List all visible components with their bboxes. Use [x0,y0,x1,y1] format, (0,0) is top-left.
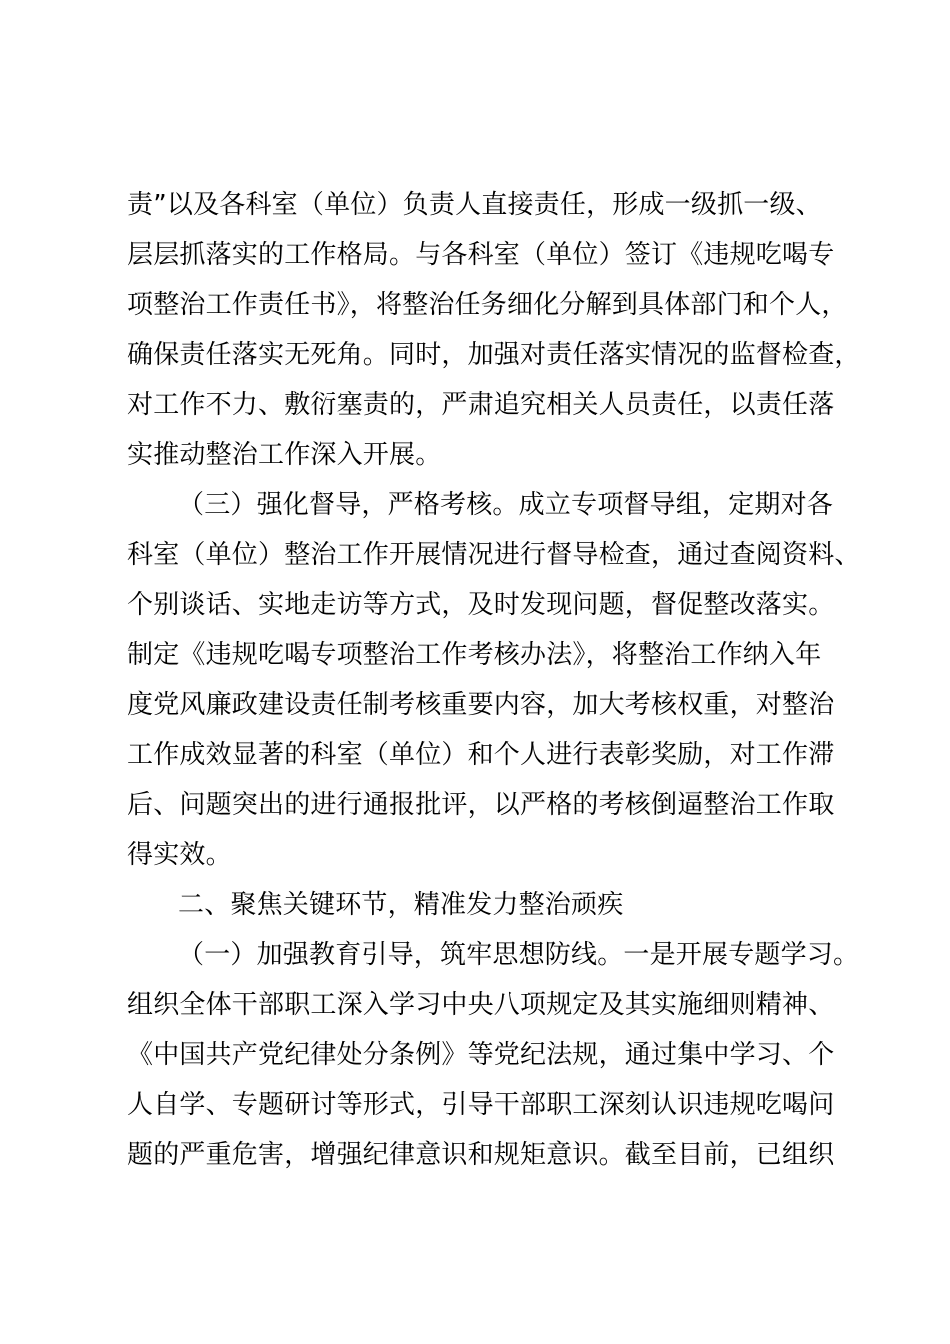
body-text-line: 项整治工作责任书》，将整治任务细化分解到具体部门和个人， [127,290,848,320]
body-text-line: 层层抓落实的工作格局。与各科室（单位）签订《违规吃喝专 [127,240,835,270]
body-text-line: 科室（单位）整治工作开展情况进行督导检查，通过查阅资料、 [127,540,861,570]
paragraph-start-line: （三）强化督导，严格考核。成立专项督导组，定期对各 [178,490,834,520]
body-text-line: 个别谈话、实地走访等方式，及时发现问题，督促整改落实。 [127,590,835,620]
body-text-line: 人自学、专题研讨等形式，引导干部职工深刻认识违规吃喝问 [127,1090,835,1120]
body-text-line: 得实效。 [127,840,232,870]
body-text-line: 确保责任落实无死角。同时，加强对责任落实情况的监督检查， [127,340,861,370]
body-text-line: 组织全体干部职工深入学习中央八项规定及其实施细则精神、 [127,990,835,1020]
body-text-line: 度党风廉政建设责任制考核重要内容，加大考核权重，对整治 [127,690,835,720]
body-text-line: 责”以及各科室（单位）负责人直接责任，形成一级抓一级、 [127,190,822,220]
section-heading: 二、聚焦关键环节，精准发力整治顽疾 [178,890,624,920]
body-text-line: 实推动整治工作深入开展。 [127,440,442,470]
body-text-line: 后、问题突出的进行通报批评，以严格的考核倒逼整治工作取 [127,790,835,820]
body-text-line: 工作成效显著的科室（单位）和个人进行表彰奖励，对工作滞 [127,740,835,770]
body-text-line: 题的严重危害，增强纪律意识和规矩意识。截至目前，已组织 [127,1140,835,1170]
body-text-line: 《中国共产党纪律处分条例》等党纪法规，通过集中学习、个 [127,1040,835,1070]
body-text-line: 制定《违规吃喝专项整治工作考核办法》，将整治工作纳入年 [127,640,822,670]
body-text-line: 对工作不力、敷衍塞责的，严肃追究相关人员责任，以责任落 [127,390,835,420]
paragraph-start-line: （一）加强教育引导，筑牢思想防线。一是开展专题学习。 [178,940,860,970]
